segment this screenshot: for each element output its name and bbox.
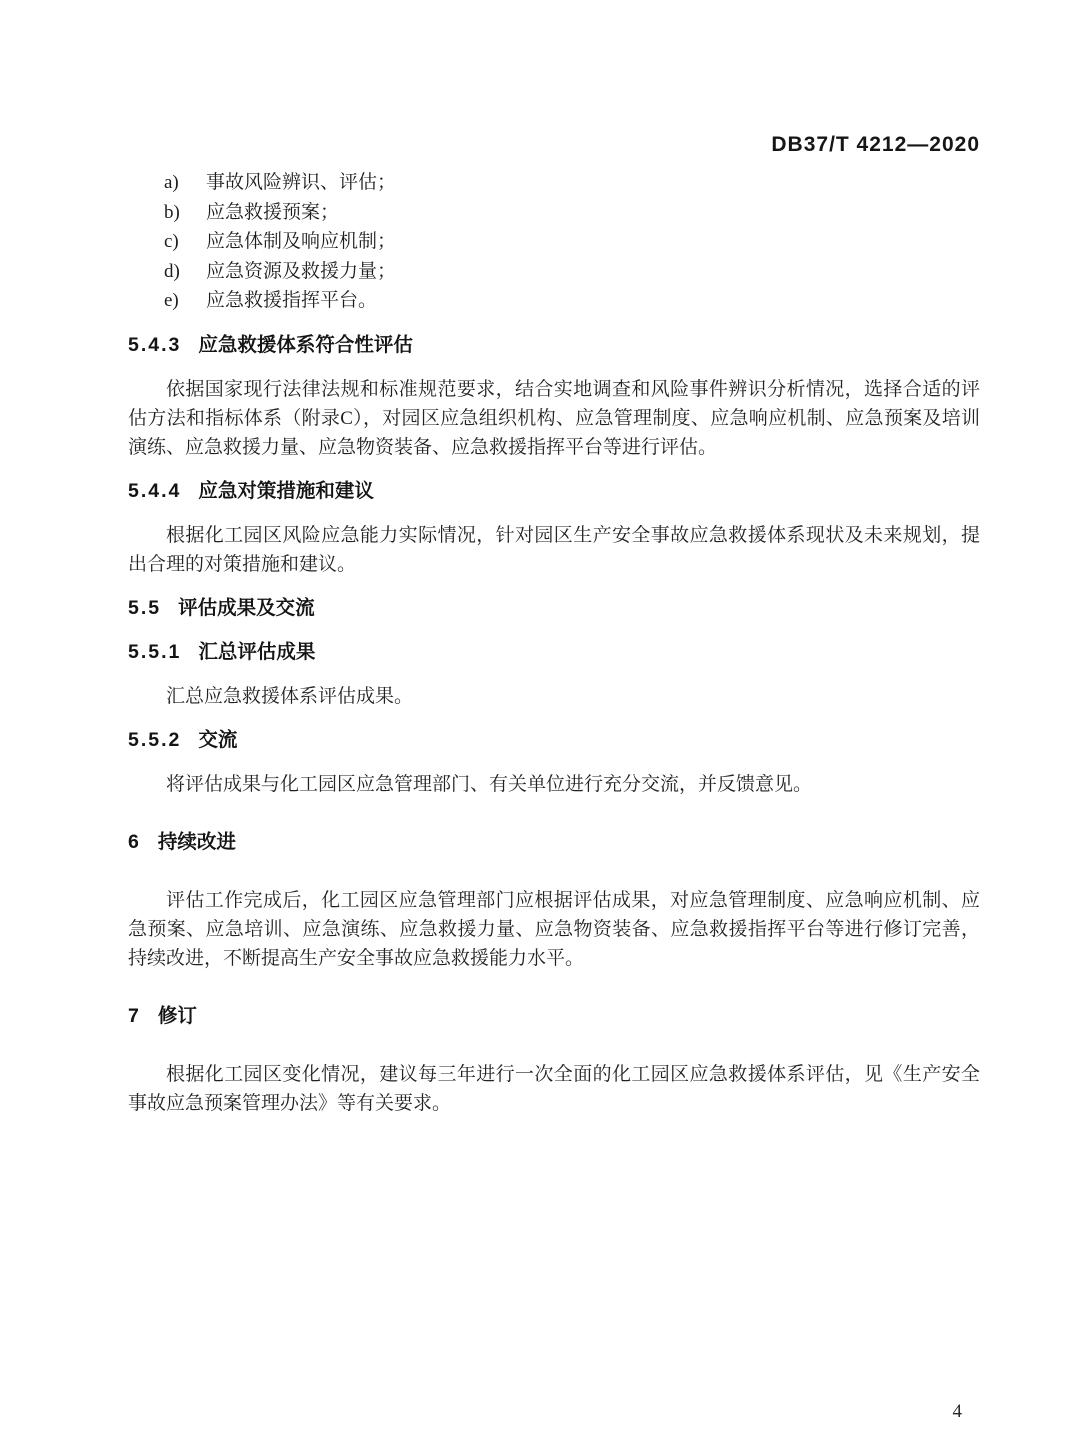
list-marker: b)	[164, 201, 180, 223]
section-paragraph: 根据化工园区变化情况，建议每三年进行一次全面的化工园区应急救援体系评估，见《生产安全事故应急预案管理办法》等有关要求。	[128, 1063, 980, 1114]
section-number: 5.5.1	[128, 640, 182, 663]
list-marker: c)	[164, 231, 179, 252]
section-title: 评估成果及交流	[178, 596, 315, 619]
section-paragraph: 依据国家现行法律法规和标准规范要求，结合实地调查和风险事件辨识分析情况，选择合适的评估方法和指标体系（附录C），对园区应急组织机构、应急管理制度、应急响应机制、应急预案及培训演练、应急救援力量、应急物资装备、应急救援指挥平台等进行评估。	[128, 378, 980, 458]
section-heading-5-5	[128, 594, 980, 623]
section-heading-6	[128, 828, 980, 857]
list-item	[128, 286, 980, 316]
section-paragraph: 根据化工园区风险应急能力实际情况，针对园区生产安全事故应急救援体系现状及未来规划，提出合理的对策措施和建议。	[128, 524, 980, 575]
section-number: 7	[128, 1004, 141, 1027]
list-item-text: 应急资源及救援力量；	[206, 260, 397, 282]
section-heading-5-5-2	[128, 726, 980, 755]
page-footer	[0, 1401, 962, 1423]
list-marker: e)	[164, 290, 179, 311]
list-item	[128, 198, 980, 228]
section-title: 交流	[198, 728, 238, 751]
section-title: 应急对策措施和建议	[198, 479, 374, 502]
document-content	[128, 168, 980, 1118]
page-number: 4	[952, 1401, 962, 1422]
section-title: 持续改进	[157, 830, 236, 853]
section-paragraph: 将评估成果与化工园区应急管理部门、有关单位进行充分交流，并反馈意见。	[166, 773, 813, 795]
section-number: 6	[128, 830, 141, 853]
standard-number: DB37/T 4212—2020	[771, 133, 980, 156]
list-marker: a)	[164, 172, 179, 193]
list-item	[128, 257, 980, 287]
section-paragraph: 汇总应急救援体系评估成果。	[166, 685, 414, 707]
section-number: 5.4.4	[128, 479, 182, 502]
section-title: 应急救援体系符合性评估	[198, 333, 413, 356]
section-paragraph: 评估工作完成后，化工园区应急管理部门应根据评估成果，对应急管理制度、应急响应机制、应急预案、应急培训、应急演练、应急救援力量、应急物资装备、应急救援指挥平台等进行修订完善，持续改进，不断提高生产安全事故应急救援能力水平。	[128, 889, 980, 969]
section-heading-5-4-4	[128, 477, 980, 506]
list-item-text: 应急救援指挥平台。	[206, 290, 378, 311]
section-title: 修订	[157, 1004, 197, 1027]
section-heading-7	[128, 1002, 980, 1031]
section-number: 5.5	[128, 596, 162, 619]
list-item-text: 应急体制及响应机制；	[206, 231, 397, 252]
list-item-text: 应急救援预案；	[206, 201, 340, 223]
list-item-text: 事故风险辨识、评估；	[206, 172, 397, 193]
section-title: 汇总评估成果	[198, 640, 316, 663]
list-item	[128, 168, 980, 198]
document-header	[128, 133, 980, 157]
section-heading-5-5-1	[128, 638, 980, 667]
section-number: 5.5.2	[128, 728, 182, 751]
list-marker: d)	[164, 260, 180, 282]
section-heading-5-4-3	[128, 331, 980, 360]
section-number: 5.4.3	[128, 333, 182, 356]
list-item	[128, 227, 980, 257]
alpha-list	[128, 168, 980, 316]
